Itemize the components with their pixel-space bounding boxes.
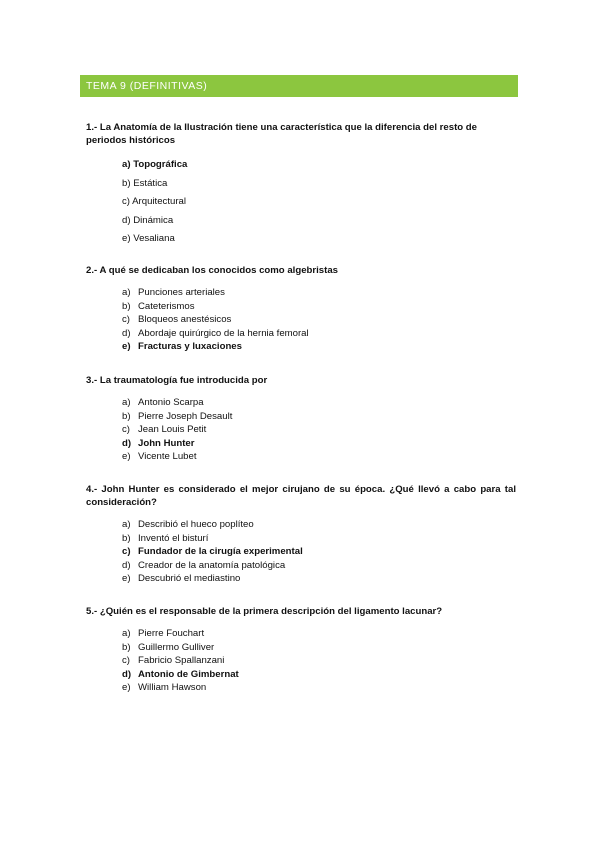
option-c [86, 193, 516, 212]
section-title: TEMA 9 (DEFINITIVAS) [86, 80, 208, 92]
option-text: Creador de la anatomía patológica [138, 559, 286, 571]
option-text: Abordaje quirúrgico de la hernia femoral [138, 327, 309, 339]
options-list [86, 156, 516, 249]
option-text: Vicente Lubet [138, 451, 197, 462]
option-text: Fundador de la cirugía experimental [138, 546, 303, 557]
option-a [86, 518, 516, 532]
option-d [86, 327, 516, 341]
option-text: William Hawson [138, 682, 207, 693]
question-text: 3.- La traumatología fue introducida por [86, 375, 268, 386]
option-text: Topográfica [133, 159, 188, 170]
question-4 [86, 483, 516, 586]
option-letter: c) [122, 424, 130, 435]
question-text: 2.- A qué se dedicaban los conocidos como algebristas [86, 265, 338, 276]
option-letter: c) [122, 546, 131, 557]
option-letter: d) [122, 214, 131, 226]
option-c [86, 423, 516, 437]
option-letter: d) [122, 327, 131, 339]
question-2 [86, 264, 516, 354]
option-b [86, 641, 516, 655]
option-text: Describió el hueco poplíteo [138, 519, 254, 530]
option-letter: a) [122, 397, 131, 408]
option-d [86, 437, 516, 451]
options-list [86, 627, 516, 695]
option-e [86, 681, 516, 695]
option-text: John Hunter [138, 437, 195, 449]
option-letter: c) [122, 655, 130, 666]
option-letter: d) [122, 668, 132, 680]
option-c [86, 654, 516, 668]
option-text: Bloqueos anestésicos [138, 314, 232, 325]
option-letter: d) [122, 559, 131, 571]
option-letter: e) [122, 451, 131, 462]
option-text: Inventó el bisturí [138, 532, 209, 544]
option-text: Pierre Fouchart [138, 628, 205, 639]
option-d [86, 559, 516, 573]
option-b [86, 532, 516, 546]
option-a [86, 396, 516, 410]
question-text: 1.- La Anatomía de la Ilustración tiene una característica que la diferencia del resto de periodos históricos [86, 122, 477, 146]
option-d [86, 212, 516, 231]
option-letter: d) [122, 437, 132, 449]
option-text: Antonio Scarpa [138, 397, 204, 408]
option-letter: b) [122, 641, 131, 653]
option-e [86, 450, 516, 464]
option-text: Guillermo Gulliver [138, 641, 215, 653]
option-a [86, 627, 516, 641]
question-3 [86, 374, 516, 464]
options-list [86, 396, 516, 464]
option-b [86, 175, 516, 194]
option-c [86, 545, 516, 559]
option-text: Punciones arteriales [138, 287, 225, 298]
option-letter: c) [122, 196, 130, 208]
option-e [86, 230, 516, 249]
option-c [86, 313, 516, 327]
option-b [86, 300, 516, 314]
options-list [86, 518, 516, 586]
option-letter: a) [122, 159, 131, 170]
option-text: Descubrió el mediastino [138, 573, 241, 584]
option-e [86, 340, 516, 354]
option-letter: e) [122, 233, 131, 245]
option-letter: b) [122, 532, 131, 544]
question-1 [86, 121, 516, 249]
option-a [86, 286, 516, 300]
option-text: Fabricio Spallanzani [138, 655, 225, 666]
question-text: 5.- ¿Quién es el responsable de la primera descripción del ligamento lacunar? [86, 606, 443, 617]
option-letter: b) [122, 300, 131, 312]
option-text: Estática [133, 177, 168, 189]
option-letter: a) [122, 287, 131, 298]
question-5 [86, 605, 516, 695]
option-b [86, 410, 516, 424]
option-text: Pierre Joseph Desault [138, 410, 233, 422]
option-letter: b) [122, 177, 131, 189]
option-text: Fracturas y luxaciones [138, 341, 242, 352]
option-text: Arquitectural [132, 196, 186, 208]
options-list [86, 286, 516, 354]
question-text: 4.- John Hunter es considerado el mejor cirujano de su época. ¿Qué llevó a cabo para tal consideración? [86, 484, 516, 508]
option-letter: a) [122, 519, 131, 530]
option-text: Cateterismos [138, 300, 195, 312]
option-letter: e) [122, 682, 131, 693]
option-text: Antonio de Gimbernat [138, 668, 239, 680]
option-letter: b) [122, 410, 131, 422]
option-letter: e) [122, 341, 131, 352]
option-text: Dinámica [133, 214, 174, 226]
option-letter: e) [122, 573, 131, 584]
option-text: Jean Louis Petit [138, 424, 207, 435]
option-text: Vesaliana [133, 233, 175, 245]
option-letter: a) [122, 628, 131, 639]
option-a [86, 156, 516, 175]
section-header [80, 75, 518, 97]
option-letter: c) [122, 314, 130, 325]
option-d [86, 668, 516, 682]
option-e [86, 572, 516, 586]
